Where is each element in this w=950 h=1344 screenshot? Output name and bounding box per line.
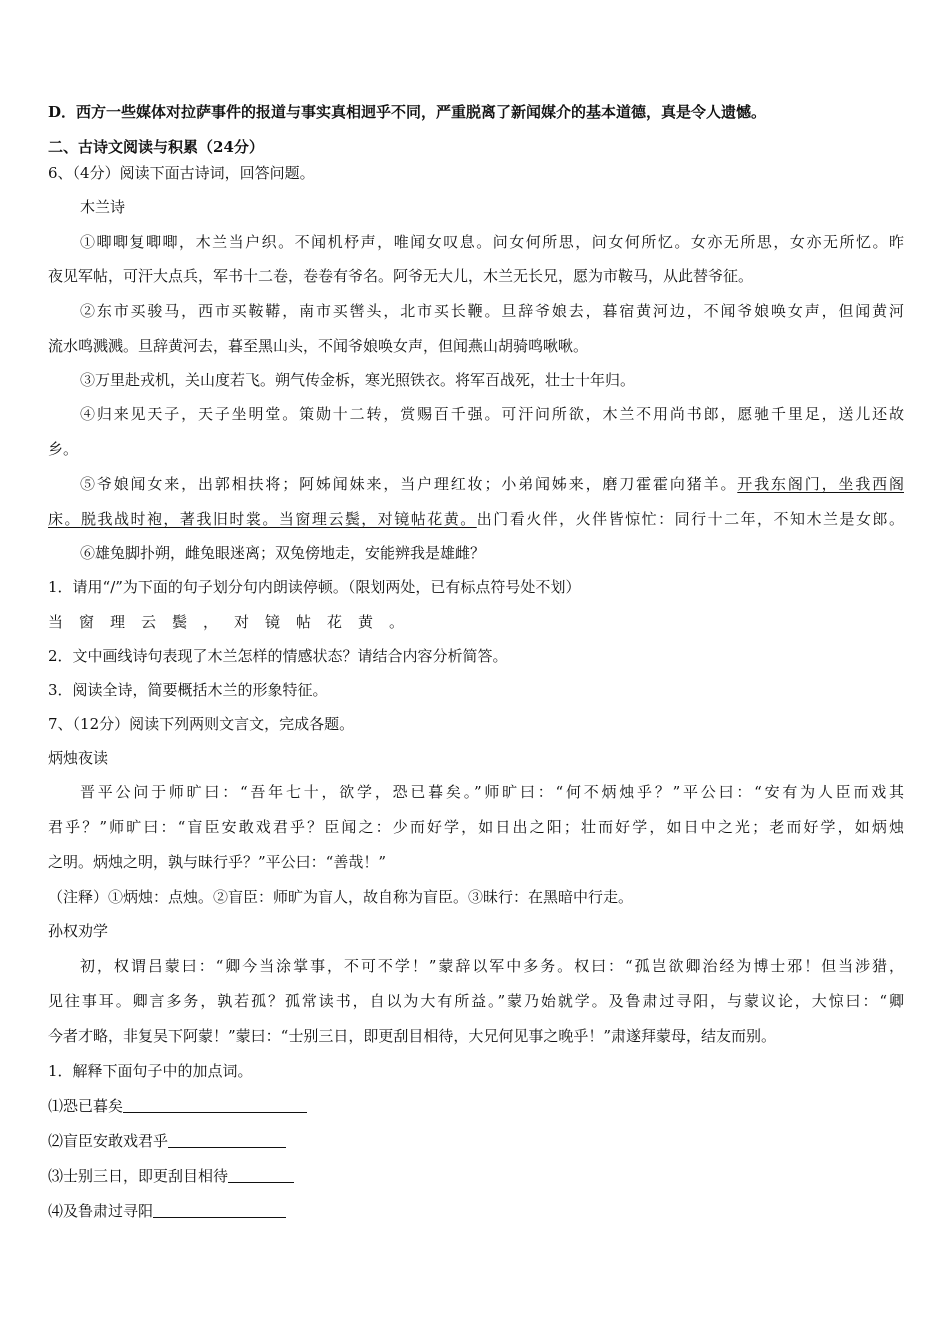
poem-p4-line1: ④归来见天子，天子坐明堂。策勋十二转，赏赐百千强。可汗问所欲，木兰不用尚书郎，愿驰千里足，送儿还故 (80, 405, 904, 423)
text2-title: 孙权劝学 (48, 922, 109, 940)
p5-line1-plain: ⑤爷娘闻女来，出郭相扶将；阿姊闻妹来，当户理红妆；小弟闻姊来，磨刀霍霍向猪羊。 (80, 475, 738, 493)
q6-sub1-sentence: 当窗理云鬓，对镜帖花黄。 (48, 613, 421, 631)
answer-item (48, 1201, 904, 1221)
text1-line3: 之明。炳烛之明，孰与昧行乎？”平公曰：“善哉！” (48, 853, 387, 871)
p5-line2-underlined: 床。脱我战时袍，著我旧时裳。当窗理云鬓，对镜帖花黄。 (48, 510, 477, 528)
answer-item-label: ⑴恐已暮矣 (48, 1097, 124, 1115)
poem-p3: ③万里赴戎机，关山度若飞。朔气传金柝，寒光照铁衣。将军百战死，壮士十年归。 (80, 371, 636, 389)
q6-stem: 6、（4分）阅读下面古诗词，回答问题。 (48, 164, 315, 182)
q6-sub3: 3．阅读全诗，简要概括木兰的形象特征。 (48, 681, 328, 699)
answer-item-label: ⑶士别三日，即更刮目相待 (48, 1167, 229, 1185)
p5-line2-plain: 出门看火伴，火伴皆惊忙：同行十二年，不知木兰是女郎。 (476, 510, 904, 528)
q7-sub1: 1．解释下面句子中的加点词。 (48, 1062, 253, 1080)
answer-blank[interactable] (153, 1202, 286, 1218)
text1-note: （注释）①炳烛：点烛。②盲臣：师旷为盲人，故自称为盲臣。③昧行：在黑暗中行走。 (48, 888, 634, 906)
text1-line1: 晋平公问于师旷曰：“吾年七十，欲学，恐已暮矣。”师旷曰：“何不炳烛乎？”平公曰：“安有为人臣而戏其 (80, 783, 904, 801)
section-heading: 二、古诗文阅读与积累（24分） (48, 138, 264, 156)
text2-line3: 今者才略，非复吴下阿蒙！”蒙曰：“士别三日，即更刮目相待，大兄何见事之晚乎！”肃遂拜蒙母，结友而别。 (48, 1027, 777, 1045)
poem-p2-line1: ②东市买骏马，西市买鞍鞯，南市买辔头，北市买长鞭。旦辞爷娘去，暮宿黄河边，不闻爷娘唤女声，但闻黄河 (80, 302, 904, 320)
text2-line2: 见往事耳。卿言多务，孰若孤？孤常读书，自以为大有所益。”蒙乃始就学。及鲁肃过寻阳，与蒙议论，大惊曰：“卿 (48, 992, 904, 1010)
answer-item-label: ⑷及鲁肃过寻阳 (48, 1202, 154, 1220)
text1-line2: 君乎？”师旷曰：“盲臣安敢戏君乎？臣闻之：少而好学，如日出之阳；壮而好学，如日中之光；老而好学，如炳烛 (48, 818, 904, 836)
poem-title: 木兰诗 (80, 198, 126, 216)
answer-blank[interactable] (123, 1097, 307, 1113)
q6-sub1: 1．请用“/”为下面的句子划分句内朗读停顿。（限划两处，已有标点符号处不划） (48, 578, 581, 596)
answer-blank[interactable] (168, 1132, 286, 1148)
poem-p5-line2 (48, 509, 904, 529)
answer-item (48, 1096, 904, 1116)
poem-p2-line2: 流水鸣溅溅。旦辞黄河去，暮至黑山头，不闻爷娘唤女声，但闻燕山胡骑鸣啾啾。 (48, 337, 589, 355)
answer-item-label: ⑵盲臣安敢戏君乎 (48, 1132, 169, 1150)
option-d: D．西方一些媒体对拉萨事件的报道与事实真相迥乎不同，严重脱离了新闻媒介的基本道德，真是令人遗憾。 (48, 103, 767, 121)
answer-item (48, 1166, 904, 1186)
answer-item (48, 1131, 904, 1151)
poem-p6: ⑥雄兔脚扑朔，雌兔眼迷离；双兔傍地走，安能辨我是雄雌？ (80, 544, 486, 562)
poem-p5-line1 (80, 474, 904, 494)
poem-p1-line2: 夜见军帖，可汗大点兵，军书十二卷，卷卷有爷名。阿爷无大儿，木兰无长兄，愿为市鞍马，从此替爷征。 (48, 267, 754, 285)
q7-stem: 7、（12分）阅读下列两则文言文，完成各题。 (48, 715, 355, 733)
answer-blank[interactable] (228, 1167, 294, 1183)
poem-p1-line1: ①唧唧复唧唧，木兰当户织。不闻机杼声，唯闻女叹息。问女何所思，问女何所忆。女亦无所思，女亦无所忆。昨 (80, 233, 904, 251)
text1-title: 炳烛夜读 (48, 749, 109, 767)
poem-p4-line2: 乡。 (48, 440, 79, 458)
p5-line1-underlined: 开我东阁门，坐我西阁 (737, 475, 904, 493)
text2-line1: 初，权谓吕蒙曰：“卿今当涂掌事，不可不学！”蒙辞以军中多务。权曰：“孤岂欲卿治经为博士邪！但当涉猎， (80, 957, 904, 975)
q6-sub2: 2．文中画线诗句表现了木兰怎样的情感状态？请结合内容分析简答。 (48, 647, 508, 665)
